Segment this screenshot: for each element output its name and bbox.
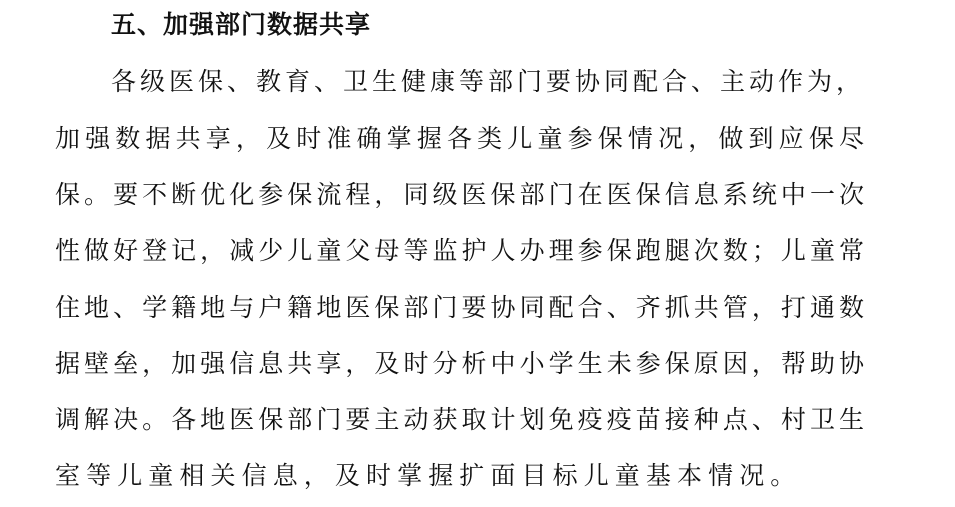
section-heading: 五、加强部门数据共享 [111, 10, 372, 39]
paragraph-line: 各级医保、教育、卫生健康等部门要协同配合、主动作为， [111, 67, 861, 96]
paragraph-line: 性做好登记，减少儿童父母等监护人办理参保跑腿次数；儿童常 [55, 236, 864, 265]
paragraph-line: 保。要不断优化参保流程，同级医保部门在医保信息系统中一次 [55, 180, 864, 209]
cropped-next-line-fragment [200, 501, 290, 507]
paragraph-line: 室等儿童相关信息，及时掌握扩面目标儿童基本情况。 [55, 461, 802, 490]
paragraph-line: 加强数据共享，及时准确掌握各类儿童参保情况，做到应保尽 [55, 124, 864, 153]
paragraph-line: 据壁垒，加强信息共享，及时分析中小学生未参保原因，帮助协 [55, 349, 864, 378]
paragraph-line: 住地、学籍地与户籍地医保部门要协同配合、齐抓共管，打通数 [55, 293, 864, 322]
paragraph-line: 调解决。各地医保部门要主动获取计划免疫疫苗接种点、村卫生 [55, 405, 864, 434]
